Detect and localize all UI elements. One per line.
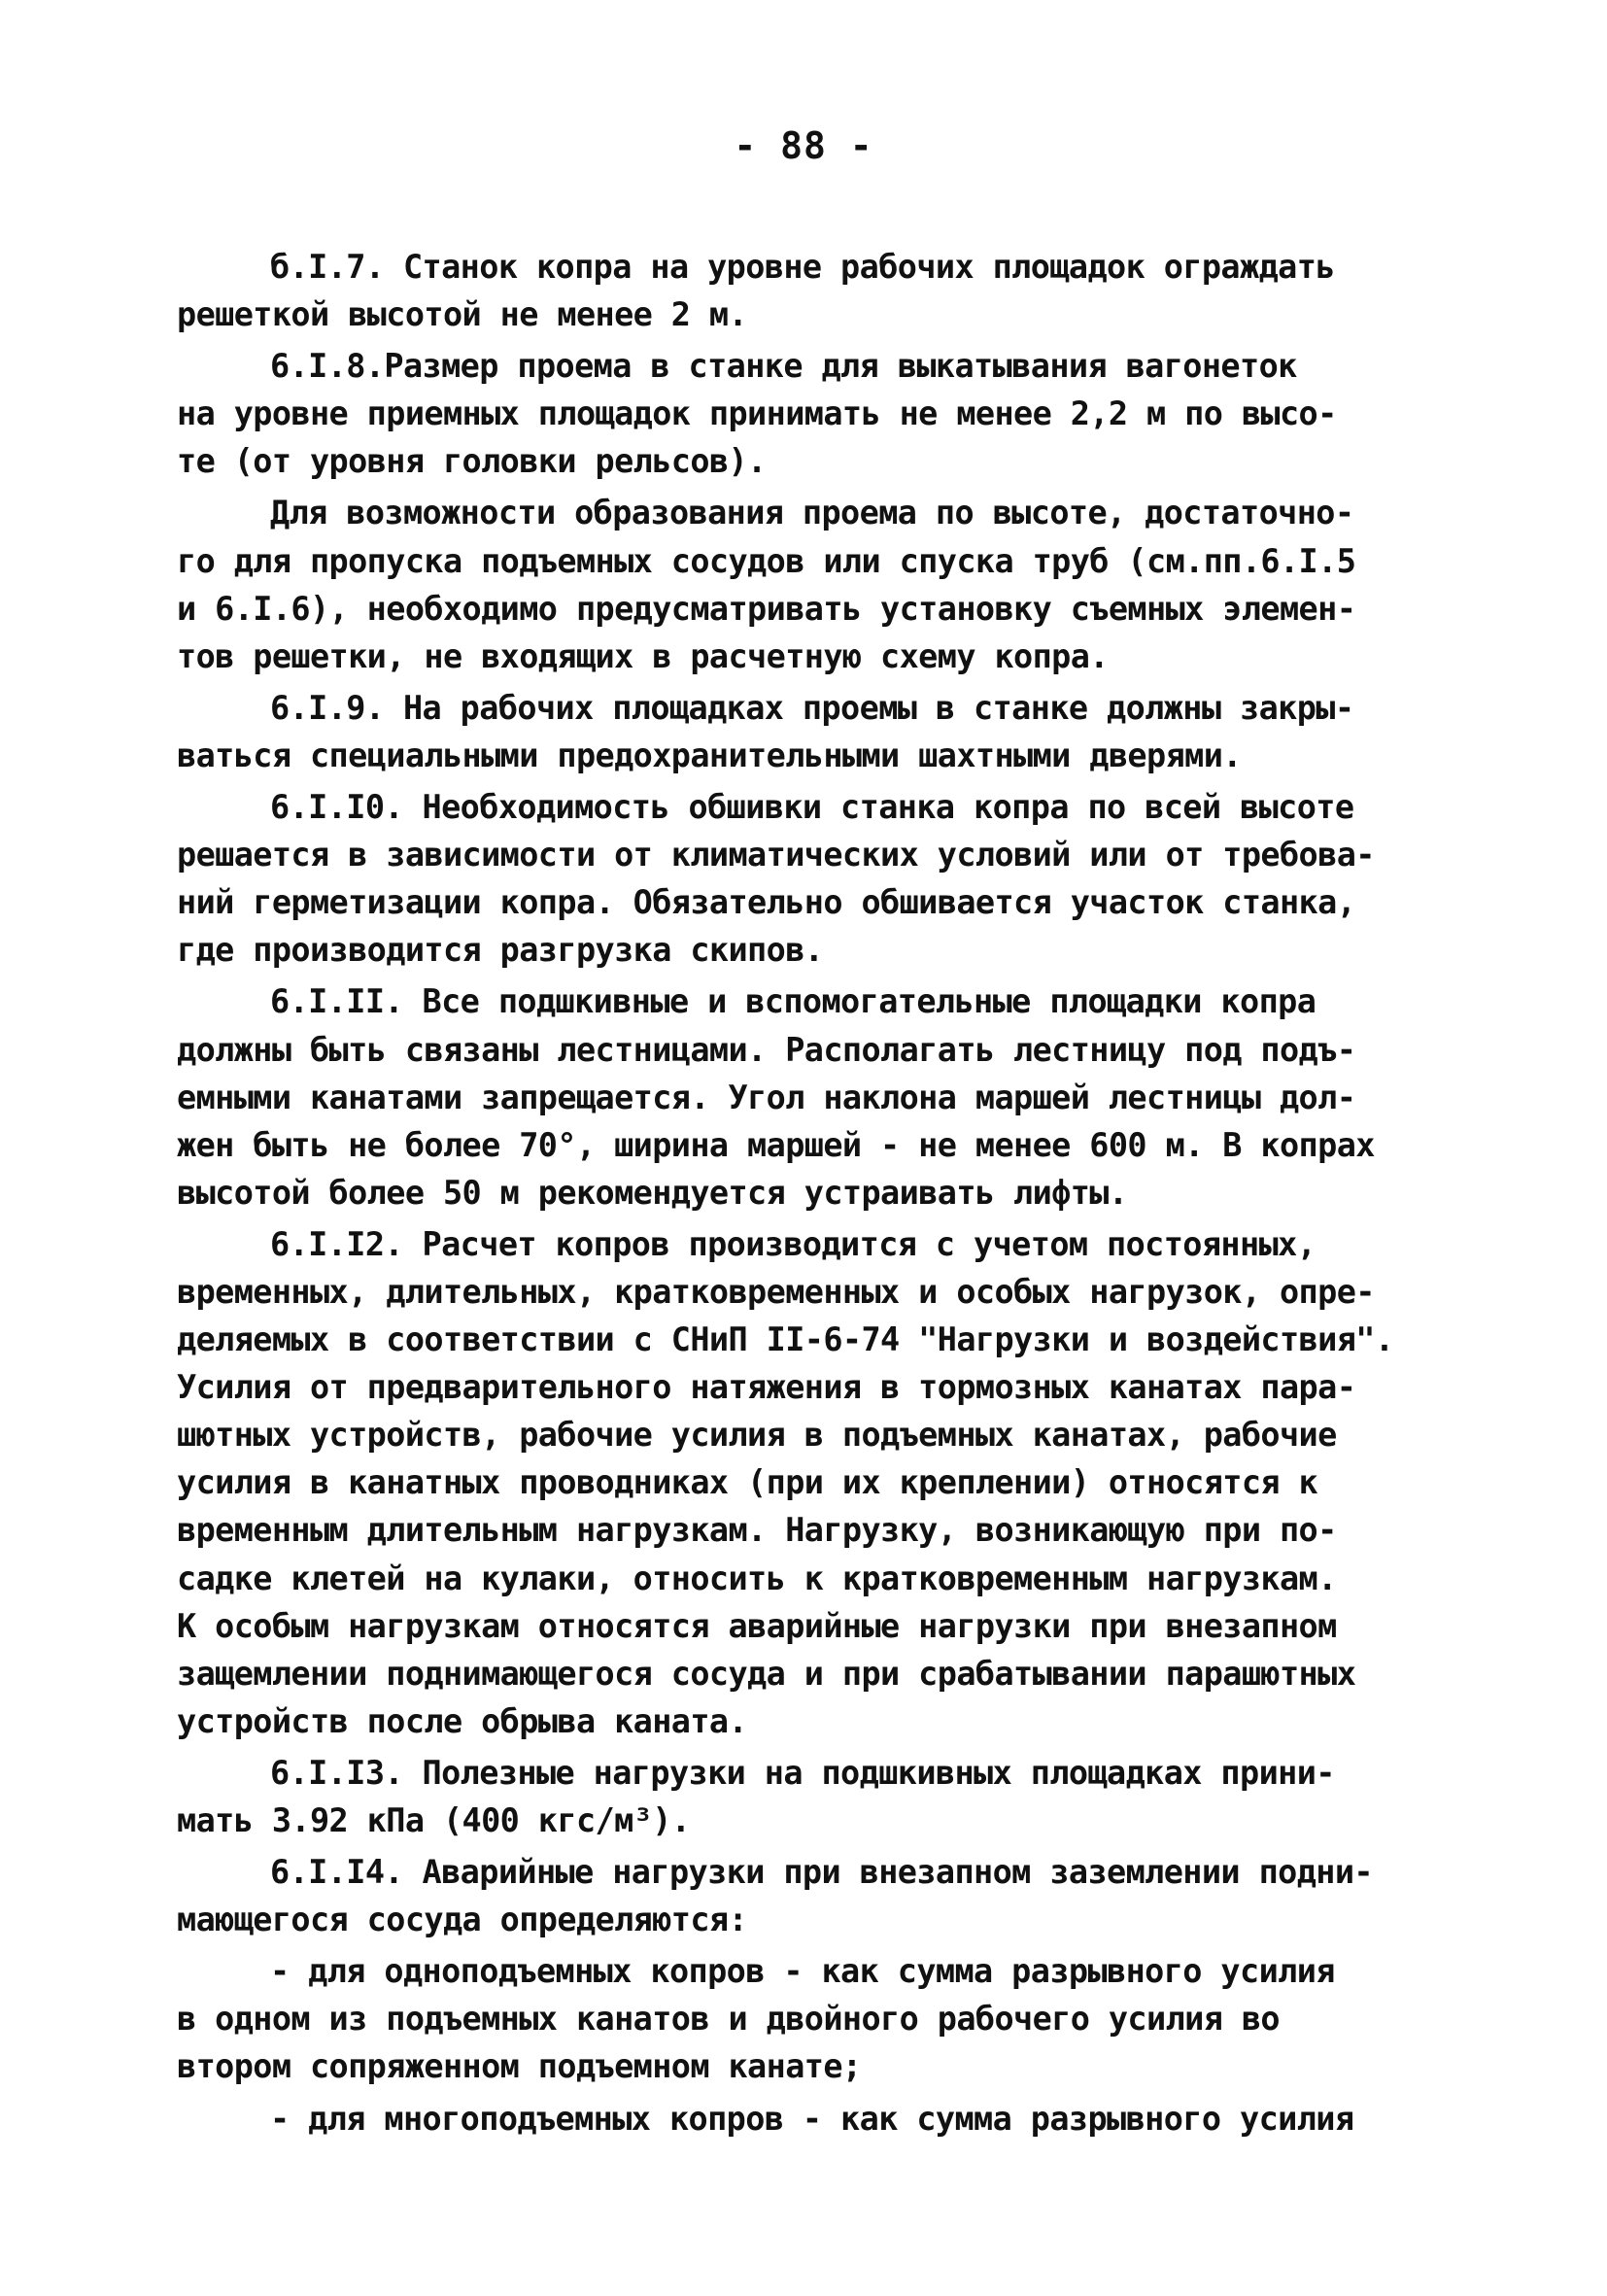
paragraph-6-1-9: 6.I.9. На рабочих площадках проемы в станке должны закры- ваться специальными предохранительными шахтными дверями. — [177, 688, 1354, 774]
paragraph-6-1-14: 6.I.I4. Аварийные нагрузки при внезапном заземлении подни- мающегося сосуда определяются: — [177, 1853, 1373, 1939]
paragraph-6-1-10: 6.I.I0. Необходимость обшивки станка копра по всей высоте решается в зависимости от климатических условий или от требова- ний герметизации копра. Обязательно обшивается участок станка, где производится разгрузка скипов. — [177, 788, 1375, 970]
paragraph-6-1-11: 6.I.II. Все подшкивные и вспомогательные площадки копра должны быть связаны лестницами. Располагать лестницу под подъ- емными канатами запрещается. Угол наклона маршей лестницы дол- жен быть не более 70°, ширина маршей - не менее 600 м. В копрах высотой более 50 м рекомендуется устраивать лифты. — [177, 982, 1375, 1212]
document-body — [177, 243, 1430, 2146]
paragraph-opening-height: Для возможности образования проема по высоте, достаточно- го для пропуска подъемных сосудов или спуска труб (см.пп.6.I.5 и 6.I.6), необходимо предусматривать установку съемных элемен- тов решетки, не входящих в расчетную схему копра. — [177, 494, 1356, 675]
list-item-single-hoist: - для одноподъемных копров - как сумма разрывного усилия в одном из подъемных канатов и двойного рабочего усилия во втором сопряженном подъемном канате; — [177, 1952, 1335, 2086]
paragraph-6-1-8: 6.I.8.Размер проема в станке для выкатывания вагонеток на уровне приемных площадок принимать не менее 2,2 м по высо- те (от уровня головки рельсов). — [177, 347, 1337, 481]
paragraph-6-1-13: 6.I.I3. Полезные нагрузки на подшкивных площадках прини- мать 3.92 кПа (400 кгс/м³). — [177, 1753, 1335, 1839]
page-number: - 88 - — [734, 124, 873, 167]
paragraph-6-1-7: б.I.7. Станок копра на уровне рабочих площадок ограждать решеткой высотой не менее 2 м. — [177, 248, 1335, 334]
paragraph-6-1-12: 6.I.I2. Расчет копров производится с учетом постоянных, временных, длительных, кратковременных и особых нагрузок, опре- деляемых в соответствии с СНиП II-6-74 "Нагрузки и воздействия". Усилия от предварительного натяжения в тормозных канатах пара- шютных устройств, рабочие усилия в подъемных канатах, рабочие усилия в канатных проводниках (при их креплении) относятся к временным длительным нагрузкам. Нагрузку, возникающую при по- садке клетей на кулаки, относить к кратковременным нагрузкам. К особым нагрузкам относятся аварийные нагрузки при внезапном защемлении поднимающегося сосуда и при срабатывании парашютных устройств после обрыва каната. — [177, 1224, 1394, 1740]
list-item-multi-hoist: - для многоподъемных копров - как сумма разрывного усилия — [270, 2099, 1354, 2138]
